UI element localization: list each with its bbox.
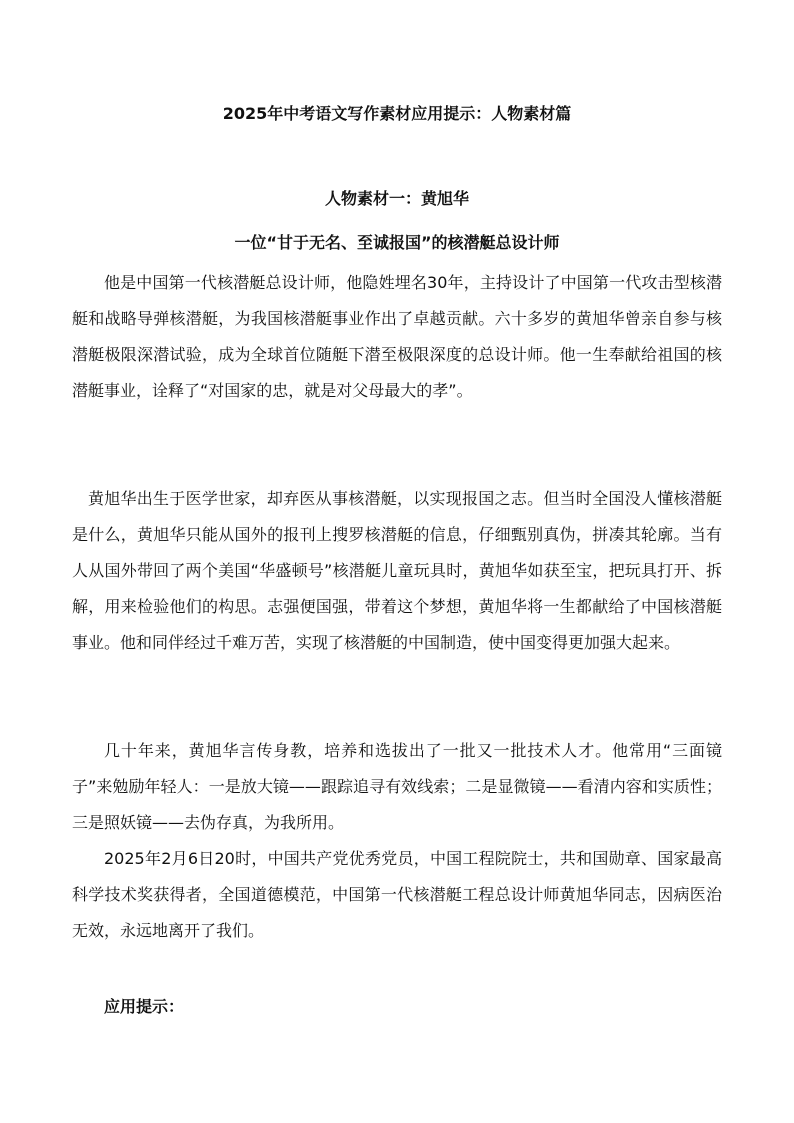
document-title: 2025年中考语文写作素材应用提示：人物素材篇 <box>222 104 572 123</box>
paragraph-mentoring: 几十年来，黄旭华言传身教，培养和选拔出了一批又一批技术人才。他常用“三面镜子”来勉励年轻人：一是放大镜——跟踪追寻有效线索；二是显微镜——看清内容和实质性；三是照妖镜——去伪存真，为我所用。 <box>72 741 722 832</box>
section-title: 人物素材一：黄旭华 <box>324 189 469 208</box>
section-subtitle: 一位“甘于无名、至诚报国”的核潜艇总设计师 <box>234 233 560 252</box>
paragraph-obituary: 2025年2月6日20时，中国共产党优秀党员，中国工程院院士，共和国勋章、国家最高科学技术奖获得者，全国道德模范，中国第一代核潜艇工程总设计师黄旭华同志，因病医治无效，永远地离开了我们。 <box>72 849 722 940</box>
paragraph-intro: 他是中国第一代核潜艇总设计师，他隐姓埋名30年，主持设计了中国第一代攻击型核潜艇和战略导弹核潜艇，为我国核潜艇事业作出了卓越贡献。六十多岁的黄旭华曾亲自参与核潜艇极限深潜试验，成为全球首位随艇下潜至极限深度的总设计师。他一生奉献给祖国的核潜艇事业，诠释了“对国家的忠，就是对父母最大的孝”。 <box>72 273 722 400</box>
paragraph-background: 黄旭华出生于医学世家，却弃医从事核潜艇，以实现报国之志。但当时全国没人懂核潜艇是什么，黄旭华只能从国外的报刊上搜罗核潜艇的信息，仔细甄别真伪，拼凑其轮廓。当有人从国外带回了两个美国“华盛顿号”核潜艇儿童玩具时，黄旭华如获至宝，把玩具打开、拆解，用来检验他们的构思。志强便国强，带着这个梦想，黄旭华将一生都献给了中国核潜艇事业。他和同伴经过千难万苦，实现了核潜艇的中国制造，使中国变得更加强大起来。 <box>72 489 722 652</box>
application-hint-label: 应用提示： <box>104 997 185 1016</box>
